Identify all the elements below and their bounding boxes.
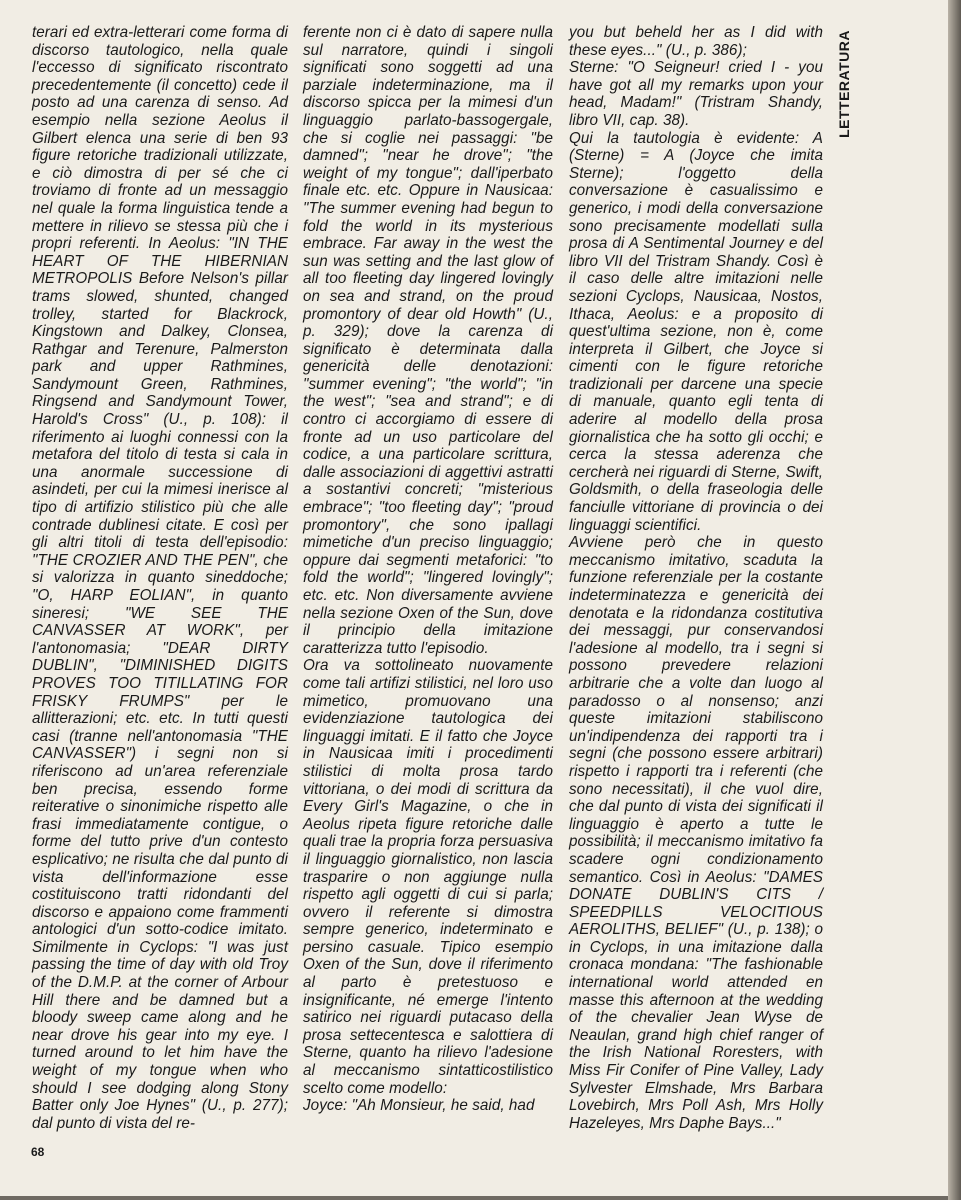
- paragraph: Joyce: "Ah Monsieur, he said, had: [303, 1097, 535, 1115]
- paragraph: Qui la tautologia è evidente: A (Sterne) = A (Joyce che imita Sterne); l'oggetto della conversazione è casualissimo e generico, i modi della conversazione sono precisamente modellati sulla prosa di A Sentimental Journey e del libro VII del Tristram Shandy. Così è il caso delle altre imitazioni nelle sezioni Cyclops, Nausicaa, Nostos, Ithaca, Aeolus: e a proposito di quest'ultima sezione, non è, come interpreta il Gilbert, che Joyce si cimenti con le figure retoriche tradizionali per darcene una specie di manuale, quanto egli tenta di aderire al modello della prosa giornalistica che ha sotto gli occhi; e cerca la stessa aderenza che cercherà nei riguardi di Sterne, Swift, Goldsmith, o della fraseologia delle fanciulle vittoriane di provincia o dei linguaggi scientifici.: [569, 129, 823, 534]
- page-edge: [948, 0, 961, 1200]
- paragraph: terari ed extra-letterari come forma di discorso tautologico, nella quale l'eccesso di significato riscontrato precedentemente (il concetto) cede il posto ad una carenza di senso. Ad esempio nella sezione Aeolus il Gilbert elenca una serie di ben 93 figure retoriche tradizionali utilizzate, e ciò dimostra di per sé che ci troviamo di fronte ad un messaggio nel quale la forma linguistica tende a mettere in rilievo se stessa più che i propri referenti. In Aeolus: "IN THE HEART OF THE HIBERNIAN METROPOLIS Before Nelson's pillar trams slowed, shunted, changed trolley, started for Blackrock, Kingstown and Dalkey, Clonsea, Rathgar and Terenure, Palmerston park and upper Rathmines, Sandymount Green, Rathmines, Ringsend and Sandymount Tower, Harold's Cross" (U., p. 108): il riferimento ai luoghi connessi con la metafora del titolo di testa si cala in una anormale successione di asindeti, per cui la mimesi inerisce al tipo di artifizio stilistico più che alle contrade dublinesi citate. E così per gli altri titoli di testa dell'episodio: "THE CROZIER AND THE PEN", che si valorizza in quanto sineddoche; "O, HARP EOLIAN", in quanto sineresi; "WE SEE THE CANVASSER AT WORK", per l'antonomasia; "DEAR DIRTY DUBLIN", "DIMINISHED DIGITS PROVES TOO TITILLATING FOR FRISKY FRUMPS" per le allitterazioni; etc. etc. In tutti questi casi (tranne nell'antonomasia "THE CANVASSER") i segni non si riferiscono ad un'area referenziale ben precisa, essendo forme reiterative o sinonimiche rispetto alle frasi immediatamente contigue, o forme del tutto prive d'un contesto esplicativo; ne risulta che dal punto di vista dell'informazione esse costituiscono tratti ridondanti del discorso e appaiono come frammenti antologici d'un sotto-codice imitato. Similmente in Cyclops: "I was just passing the time of day with old Troy of the D.M.P. at the corner of Arbour Hill there and be damned but a bloody sweep came along and he near drove his gear into my eye. I turned around to let him have the weight of my tongue when who should I see dodging along Stony Batter only Joe Hynes" (U., p. 277); dal punto di vista del re-: [32, 24, 288, 1132]
- paragraph: you but beheld her as I did with these eyes..." (U., p. 386);: [569, 24, 823, 59]
- text-column-3: [569, 24, 823, 1132]
- page-number: 68: [31, 1145, 45, 1159]
- paragraph: ferente non ci è dato di sapere nulla sul narratore, quindi i singoli significati sono soggetti ad una parziale indeterminazione, ma il discorso spicca per la mimesi d'un linguaggio parlato-bassogergale, che si coglie nei passaggi: "be damned"; "near he drove"; "the weight of my tongue"; dall'iperbato finale etc. etc. Oppure in Nausicaa: "The summer evening had begun to fold the world in its mysterious embrace. Far away in the west the sun was setting and the last glow of all too fleeting day lingered lovingly on sea and strand, on the proud promontory of dear old Howth" (U., p. 329); dove la carenza di significato è determinata dalla genericità delle denotazioni: "summer evening"; "the world"; "in the west"; "sea and strand"; e di contro ci accorgiamo di essere di fronte ad un uso particolare del codice, a una particolare scrittura, dalle associazioni di aggettivi astratti a sostantivi concreti; "misterious embrace"; "too fleeting day"; "proud promontory", che sono ipallagi mimetiche d'un preciso linguaggio; oppure dai segmenti metaforici: "to fold the world"; "lingered lovingly"; etc. etc. Non diversamente avviene nella sezione Oxen of the Sun, dove il principio della imitazione caratterizza tutto l'episodio.: [303, 24, 553, 657]
- text-column-2: [303, 24, 553, 1115]
- paragraph: Sterne: "O Seigneur! cried I - you have got all my remarks upon your head, Madam!" (Tristram Shandy, libro VII, cap. 38).: [569, 59, 823, 129]
- paragraph: Avviene però che in questo meccanismo imitativo, scaduta la funzione referenziale per la costante indeterminatezza e genericità dei denotata e la ridondanza costitutiva dei messaggi, pur conservandosi l'adesione al modello, tra i segni si possono prevedere relazioni arbitrarie che a volte dan luogo al paradosso o al nonsenso; anzi queste imitazioni stabiliscono un'indipendenza dei rapporti tra i segni (che possono essere arbitrari) rispetto i rapporti tra i referenti (che sono necessitati), il che vuol dire, che dal punto di vista dei significati il linguaggio è aperto a tutte le possibilità; il meccanismo imitativo fa scadere ogni condizionamento semantico. Così in Aeolus: "DAMES DONATE DUBLIN'S CITS / SPEEDPILLS VELOCITIOUS AEROLITHS, BELIEF" (U., p. 138); o in Cyclops, in una imitazione dalla cronaca mondana: "The fashionable international world attended en masse this afternoon at the wedding of the chevalier Jean Wyse de Neaulan, grand high chief ranger of the Irish National Roresters, with Miss Fir Conifer of Pine Valley, Lady Sylvester Elmshade, Mrs Barbara Lovebirch, Mrs Poll Ash, Mrs Holly Hazeleyes, Mrs Daphe Bays...": [569, 534, 823, 1132]
- section-label: LETTERATURA: [836, 30, 852, 138]
- paragraph: Ora va sottolineato nuovamente come tali artifizi stilistici, nel loro uso mimetico, promuovano una evidenziazione tautologica dei linguaggi imitati. E il fatto che Joyce in Nausicaa imiti i procedimenti stilistici di molta prosa tardo vittoriana, o dei modi di scrittura da Every Girl's Magazine, o che in Aeolus ripeta figure retoriche dalle quali trae la propria forza persuasiva il linguaggio giornalistico, non lascia trasparire o non aggiunge nulla rispetto agli oggetti di cui si parla; ovvero il referente si dimostra sempre generico, indeterminato e persino casuale. Tipico esempio Oxen of the Sun, dove il riferimento al parto è pretestuoso e insignificante, né emerge l'intento satirico nei riguardi putacaso della prosa settecentesca e salottiera di Sterne, quanto ha rilievo l'adesione al meccanismo sintatticostilistico scelto come modello:: [303, 657, 553, 1097]
- text-column-1: [32, 24, 288, 1132]
